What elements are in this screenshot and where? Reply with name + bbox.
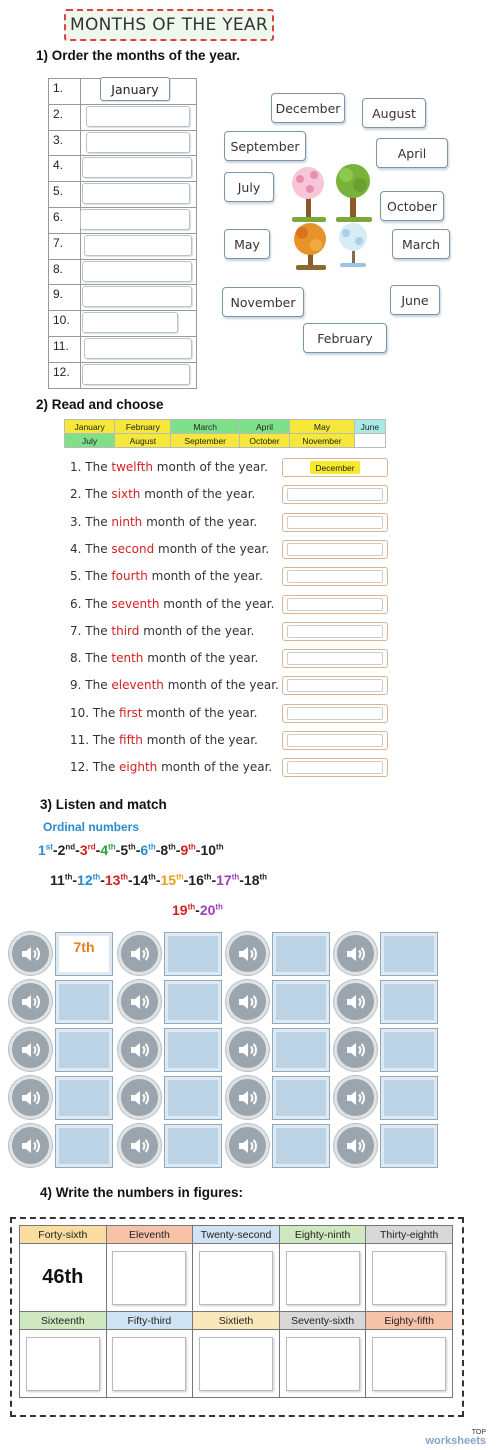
month-card-november[interactable]: November [222,287,304,317]
ordinal-word: first [119,705,143,720]
order-number: 3. [49,130,81,156]
order-number: 11. [49,336,81,362]
match-drop-box[interactable] [380,1124,438,1168]
match-drop-box[interactable] [380,932,438,976]
answer-box[interactable] [282,649,388,668]
match-drop-box[interactable] [380,980,438,1024]
answer-box[interactable] [282,485,388,504]
answer-field [287,598,383,611]
section-1-heading: 1) Order the months of the year. [36,48,241,63]
month-card-may[interactable]: May [224,229,270,259]
order-number: 2. [49,104,81,130]
answer-box[interactable] [282,567,388,586]
match-drop-box[interactable] [164,932,222,976]
question-text [70,460,268,474]
question-text [70,624,254,638]
order-number: 8. [49,259,81,285]
question-prefix: 11. The [70,733,120,747]
question-text [70,678,279,692]
figure-answer-46th[interactable]: 46th [42,1266,84,1288]
figures-answer-cell [366,1244,453,1312]
match-drop-box[interactable] [164,1076,222,1120]
question-suffix: month of the year. [142,514,258,529]
match-drop-box[interactable] [55,1076,113,1120]
ordinal-10th: 10th [200,842,224,858]
question-prefix: 3. The [70,514,112,529]
answer-box[interactable] [282,704,388,723]
figure-input[interactable] [199,1337,273,1391]
figures-header-eighty-ninth: Eighty-ninth [279,1226,366,1244]
match-drop-box[interactable] [272,1076,330,1120]
ordinal-15th: 15th [160,872,184,888]
figure-input[interactable] [26,1337,100,1391]
question-prefix: 2. The [70,487,112,502]
order-answer-slot[interactable] [82,286,192,307]
order-answer-slot[interactable] [86,132,190,153]
match-drop-box[interactable] [380,1076,438,1120]
ordinal-16th: 16th [188,872,212,888]
speaker-icon[interactable] [9,1028,52,1071]
answer-december: December [310,461,360,474]
question-suffix: month of the year. [147,569,263,584]
match-drop-box[interactable] [380,1028,438,1072]
answer-field [287,679,383,692]
figures-answer-cell [279,1244,366,1312]
speaker-icon[interactable] [118,1028,161,1071]
answer-field [287,488,383,501]
figure-input[interactable] [372,1337,446,1391]
ordinal-9th: 9th [180,842,196,858]
question-suffix: month of the year. [139,623,255,638]
word-bank-november: November [290,434,355,448]
question-suffix: month of the year. [159,596,275,611]
ordinal-8th: 8th [160,842,176,858]
answer-field [287,516,383,529]
figures-table [19,1225,453,1398]
ordinal-1st: 1st [38,842,53,858]
match-drop-box[interactable] [55,1124,113,1168]
order-answer-january[interactable]: January [100,77,170,101]
figures-answer-row [20,1244,453,1312]
order-answer-slot[interactable] [82,312,178,333]
order-number: 9. [49,285,81,311]
seasons-trees-illustration [284,163,380,273]
word-bank-june: June [354,420,385,434]
figures-answer-cell [366,1330,453,1398]
order-answer-slot[interactable] [82,157,192,178]
ordinal-word: eleventh [111,678,164,693]
figures-header-row [20,1312,453,1330]
match-drop-box[interactable] [55,980,113,1024]
order-number: 6. [49,207,81,233]
question-text [70,542,269,556]
ordinal-word: second [111,541,155,556]
month-card-june[interactable]: June [390,285,440,315]
order-answer-slot[interactable] [84,235,192,256]
question-text [70,733,258,747]
figure-input[interactable] [112,1251,186,1305]
month-card-october[interactable]: October [380,191,444,221]
question-prefix: 9. The [70,678,112,693]
section-4-heading: 4) Write the numbers in figures: [40,1185,244,1200]
month-card-february[interactable]: February [303,323,387,353]
speaker-icon[interactable] [226,1124,269,1167]
figures-answer-cell [20,1244,107,1312]
match-drop-box[interactable] [164,980,222,1024]
figures-header-fifty-third: Fifty-third [106,1312,193,1330]
figure-input[interactable] [112,1337,186,1391]
question-suffix: month of the year. [142,733,258,747]
question-text [70,597,274,611]
question-prefix: 10. The [70,705,120,720]
ordinal-word: sixth [111,487,141,502]
match-drop-box[interactable] [272,1028,330,1072]
ordinal-12th: 12th [77,872,101,888]
figure-input[interactable] [372,1251,446,1305]
question-text [70,706,257,720]
word-bank-january: January [65,420,115,434]
order-number: 10. [49,311,81,337]
speaker-icon[interactable] [334,1076,377,1119]
word-bank-september: September [171,434,239,448]
speaker-icon[interactable] [226,932,269,975]
figures-header-eighty-fifth: Eighty-fifth [366,1312,453,1330]
figures-header-seventy-sixth: Seventy-sixth [279,1312,366,1330]
section-2-heading: 2) Read and choose [36,397,164,412]
answer-box[interactable] [282,458,388,477]
figures-answer-row [20,1330,453,1398]
figure-input[interactable] [199,1251,273,1305]
figure-input[interactable] [286,1251,360,1305]
question-text [70,487,255,501]
order-number: 1. [49,79,81,105]
month-card-december[interactable]: December [271,93,345,123]
question-text [70,515,257,529]
order-answer-slot[interactable] [80,209,190,230]
speaker-icon[interactable] [334,932,377,975]
ordinal-word: eighth [119,760,158,775]
month-card-july[interactable]: July [224,172,274,202]
question-prefix: 6. The [70,596,112,611]
order-answer-slot[interactable] [84,338,192,359]
question-prefix: 1. The [70,460,112,474]
question-suffix: month of the year. [152,460,268,474]
answer-box[interactable] [282,622,388,641]
ordinal-row-3: 19th-20th [172,902,223,918]
figures-header-sixtieth: Sixtieth [193,1312,280,1330]
topworksheets-logo: TOP worksheets [425,1429,486,1447]
speaker-icon[interactable] [9,1076,52,1119]
question-suffix: month of the year. [157,760,273,775]
ordinal-2nd: 2nd [57,842,76,858]
answer-box[interactable] [282,676,388,695]
speaker-icon[interactable] [226,980,269,1023]
match-box-7th[interactable] [55,932,113,976]
speaker-icon[interactable] [9,1124,52,1167]
question-prefix: 7. The [70,623,112,638]
ordinal-word: fifth [119,733,143,747]
month-card-september[interactable]: September [224,131,306,161]
match-drop-box[interactable] [272,980,330,1024]
word-bank-row [65,434,386,448]
figures-header-twenty-second: Twenty-second [193,1226,280,1244]
word-bank-empty [354,434,385,448]
answer-field [287,570,383,583]
answer-field [287,652,383,665]
ordinal-row-2: 11th-12th-13th-14th-15th-16th-17th-18th [50,872,268,888]
match-drop-box[interactable] [55,1028,113,1072]
speaker-icon[interactable] [118,1124,161,1167]
speaker-icon[interactable] [118,932,161,975]
word-bank-february: February [115,420,171,434]
ordinal-word: tenth [111,651,144,666]
word-bank-october: October [239,434,289,448]
word-bank-july: July [65,434,115,448]
month-word-bank [64,419,386,448]
month-card-august[interactable]: August [362,98,426,128]
section-3-heading: 3) Listen and match [40,797,167,812]
figures-answer-cell [20,1330,107,1398]
speaker-icon[interactable] [226,1028,269,1071]
speaker-icon[interactable] [334,980,377,1023]
question-suffix: month of the year. [140,487,256,502]
worksheet-title: MONTHS OF THE YEAR [64,9,274,41]
match-answer-7th: 7th [73,939,95,955]
match-drop-box[interactable] [164,1124,222,1168]
figures-answer-cell [106,1330,193,1398]
speaker-icon[interactable] [334,1028,377,1071]
word-bank-row [65,420,386,434]
order-number: 7. [49,233,81,259]
ordinal-word: fourth [111,569,148,584]
figures-answer-cell [279,1330,366,1398]
word-bank-april: April [239,420,289,434]
ordinal-word: ninth [111,514,143,529]
question-prefix: 8. The [70,651,112,666]
figures-header-forty-sixth: Forty-sixth [20,1226,107,1244]
order-number: 5. [49,182,81,208]
figure-input[interactable] [286,1337,360,1391]
ordinal-4th: 4th [100,842,116,858]
word-bank-august: August [115,434,171,448]
order-number: 4. [49,156,81,182]
ordinal-numbers-label: Ordinal numbers [43,820,140,834]
answer-field [287,761,383,774]
answer-box[interactable] [282,540,388,559]
ordinal-row-1: 1st-2nd-3rd-4th-5th-6th-8th-9th-10th [38,842,224,858]
word-bank-march: March [171,420,239,434]
ordinal-word: twelfth [111,460,153,474]
ordinal-11th: 11th [50,872,73,888]
ordinal-17th: 17th [216,872,240,888]
speaker-icon[interactable] [118,980,161,1023]
match-drop-box[interactable] [272,932,330,976]
ordinal-3rd: 3rd [79,842,96,858]
answer-field [287,543,383,556]
speaker-icon[interactable] [9,980,52,1023]
answer-box[interactable] [282,595,388,614]
order-answer-slot[interactable] [82,364,190,385]
month-card-april[interactable]: April [376,138,448,168]
ordinal-13th: 13th [104,872,128,888]
ordinal-word: third [111,623,140,638]
ordinal-word: seventh [111,596,160,611]
ordinal-18th: 18th [243,872,268,888]
answer-box[interactable] [282,513,388,532]
figures-header-thirty-eighth: Thirty-eighth [366,1226,453,1244]
answer-field [287,707,383,720]
match-drop-box[interactable] [164,1028,222,1072]
match-drop-box[interactable] [272,1124,330,1168]
ordinal-14th: 14th [132,872,156,888]
order-answer-slot[interactable] [82,261,192,282]
speaker-icon[interactable] [118,1076,161,1119]
question-prefix: 4. The [70,541,112,556]
speaker-icon[interactable] [9,932,52,975]
question-text [70,569,263,583]
question-suffix: month of the year. [142,705,258,720]
question-suffix: month of the year. [163,678,279,693]
figures-header-sixteenth: Sixteenth [20,1312,107,1330]
question-text [70,651,258,665]
figures-answer-cell [106,1244,193,1312]
ordinal-5th: 5th [120,842,136,858]
figures-header-eleventh: Eleventh [106,1226,193,1244]
figures-header-row [20,1226,453,1244]
answer-box[interactable] [282,731,388,750]
answer-box[interactable] [282,758,388,777]
order-answer-slot[interactable] [82,183,190,204]
speaker-icon[interactable] [334,1124,377,1167]
ordinal-20th: 20th [199,902,223,918]
question-suffix: month of the year. [143,651,259,666]
question-prefix: 12. The [70,760,120,775]
order-answer-slot[interactable] [86,106,190,127]
month-card-march[interactable]: March [392,229,450,259]
ordinal-19th: 19th [172,902,196,918]
answer-field [287,734,383,747]
question-suffix: month of the year. [154,541,270,556]
speaker-icon[interactable] [226,1076,269,1119]
ordinal-6th: 6th [140,842,156,858]
question-prefix: 5. The [70,569,112,584]
figures-answer-cell [193,1244,280,1312]
word-bank-may: May [290,420,355,434]
question-text [70,760,272,774]
figures-answer-cell [193,1330,280,1398]
order-number: 12. [49,362,81,388]
answer-field [287,625,383,638]
